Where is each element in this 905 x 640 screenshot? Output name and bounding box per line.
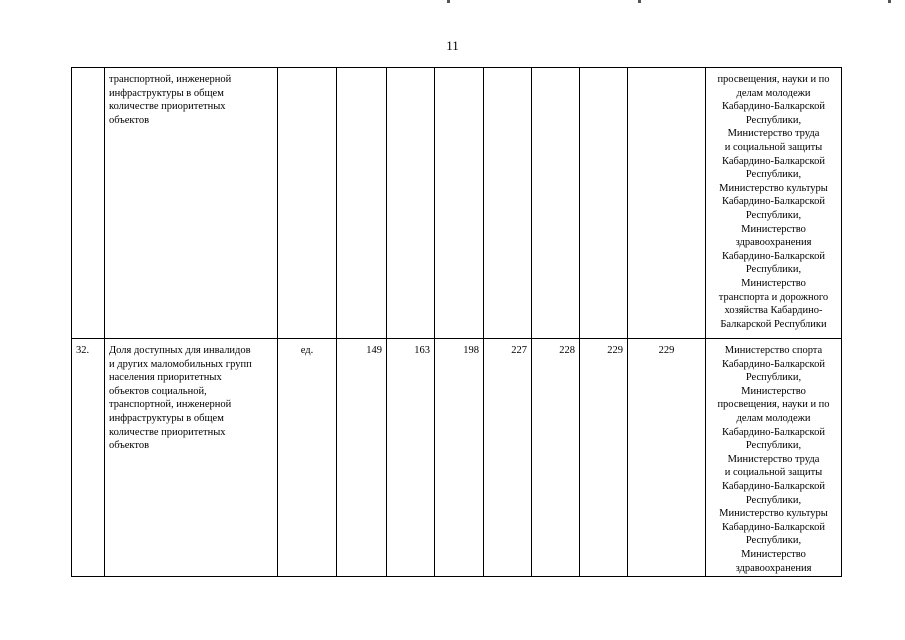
executor-line: здравоохранения xyxy=(735,562,812,574)
executor-line: Кабардино-Балкарской xyxy=(722,521,825,533)
indicator-name-line: объектов социальной, xyxy=(109,385,207,397)
executor-line: Министерство xyxy=(741,277,806,289)
executor-cell xyxy=(706,339,842,577)
executor-line: Кабардино-Балкарской xyxy=(722,250,825,262)
indicator-name-line: количестве приоритетных xyxy=(109,101,226,113)
executor-line: Республики, xyxy=(745,169,802,181)
value-cell: 229 xyxy=(580,339,628,577)
scan-top-marks xyxy=(0,0,905,6)
executor-line: Республики, xyxy=(745,264,802,276)
executor-line: Министерство культуры xyxy=(719,508,828,520)
unit-cell xyxy=(278,68,337,339)
unit-cell: ед. xyxy=(278,339,337,577)
indicator-name-line: транспортной, инженерной xyxy=(109,399,232,411)
scan-mark xyxy=(888,0,891,3)
executor-line: делам молодежи xyxy=(736,412,811,424)
executor-line: Балкарской Республики xyxy=(720,318,827,330)
value-cell xyxy=(580,68,628,339)
indicator-name-line: объектов xyxy=(109,440,150,452)
indicator-name-line: и других маломобильных групп xyxy=(109,358,252,370)
value-cell: 228 xyxy=(532,339,580,577)
executor-line: Кабардино-Балкарской xyxy=(722,196,825,208)
executor-line: Кабардино-Балкарской xyxy=(722,426,825,438)
executor-line: Министерство xyxy=(741,223,806,235)
indicators-table xyxy=(71,67,842,577)
executor-line: транспорта и дорожного xyxy=(718,291,829,303)
executor-line: и социальной защиты xyxy=(724,467,823,479)
executor-line: Кабардино-Балкарской xyxy=(722,358,825,370)
value-cell xyxy=(435,68,484,339)
executor-line: делам молодежи xyxy=(736,87,811,99)
value-cell xyxy=(628,68,706,339)
indicator-name-line: населения приоритетных xyxy=(109,372,222,384)
executor-line: Кабардино-Балкарской xyxy=(722,480,825,492)
executor-line: здравоохранения xyxy=(735,237,812,249)
page-number: 11 xyxy=(446,38,459,53)
value-cell xyxy=(337,68,387,339)
indicator-name-line: инфраструктуры в общем xyxy=(109,412,224,424)
indicator-name-line: Доля доступных для инвалидов xyxy=(109,345,251,356)
executor-line: Министерство xyxy=(741,548,806,560)
executor-line: Республики, xyxy=(745,494,802,506)
value-cell: 229 xyxy=(628,339,706,577)
indicator-name-line: транспортной, инженерной xyxy=(109,74,232,85)
row-number-cell xyxy=(72,68,105,339)
value-cell xyxy=(532,68,580,339)
executor-line: Министерство культуры xyxy=(719,182,828,194)
indicator-name-cell xyxy=(105,68,278,339)
table-row xyxy=(72,339,842,577)
value-cell: 198 xyxy=(435,339,484,577)
value-cell: 149 xyxy=(337,339,387,577)
executor-line: просвещения, науки и по xyxy=(717,399,830,411)
scan-mark xyxy=(447,0,450,3)
executor-line: Республики, xyxy=(745,440,802,452)
value-cell: 227 xyxy=(484,339,532,577)
row-number-cell: 32. xyxy=(72,339,105,577)
executor-line: Республики, xyxy=(745,372,802,384)
value-cell xyxy=(387,68,435,339)
executor-line: Республики, xyxy=(745,535,802,547)
executor-line: Кабардино-Балкарской xyxy=(722,155,825,167)
executor-line: Министерство труда xyxy=(727,128,820,140)
executor-line: Министерство спорта xyxy=(724,345,823,356)
executor-line: Кабардино-Балкарской xyxy=(722,101,825,113)
value-cell: 163 xyxy=(387,339,435,577)
indicator-name-line: инфраструктуры в общем xyxy=(109,87,224,99)
indicator-name-line: количестве приоритетных xyxy=(109,426,226,438)
executor-line: Республики, xyxy=(745,209,802,221)
executor-cell xyxy=(706,68,842,339)
value-cell xyxy=(484,68,532,339)
executor-line: хозяйства Кабардино- xyxy=(724,305,823,317)
scan-mark xyxy=(638,0,641,3)
executor-line: Министерство xyxy=(741,385,806,397)
indicator-name-cell xyxy=(105,339,278,577)
executor-line: Министерство труда xyxy=(727,453,820,465)
indicator-name-line: объектов xyxy=(109,114,150,126)
executor-line: просвещения, науки и по xyxy=(717,74,830,85)
table-row xyxy=(72,68,842,339)
executor-line: Республики, xyxy=(745,114,802,126)
executor-line: и социальной защиты xyxy=(724,141,823,153)
